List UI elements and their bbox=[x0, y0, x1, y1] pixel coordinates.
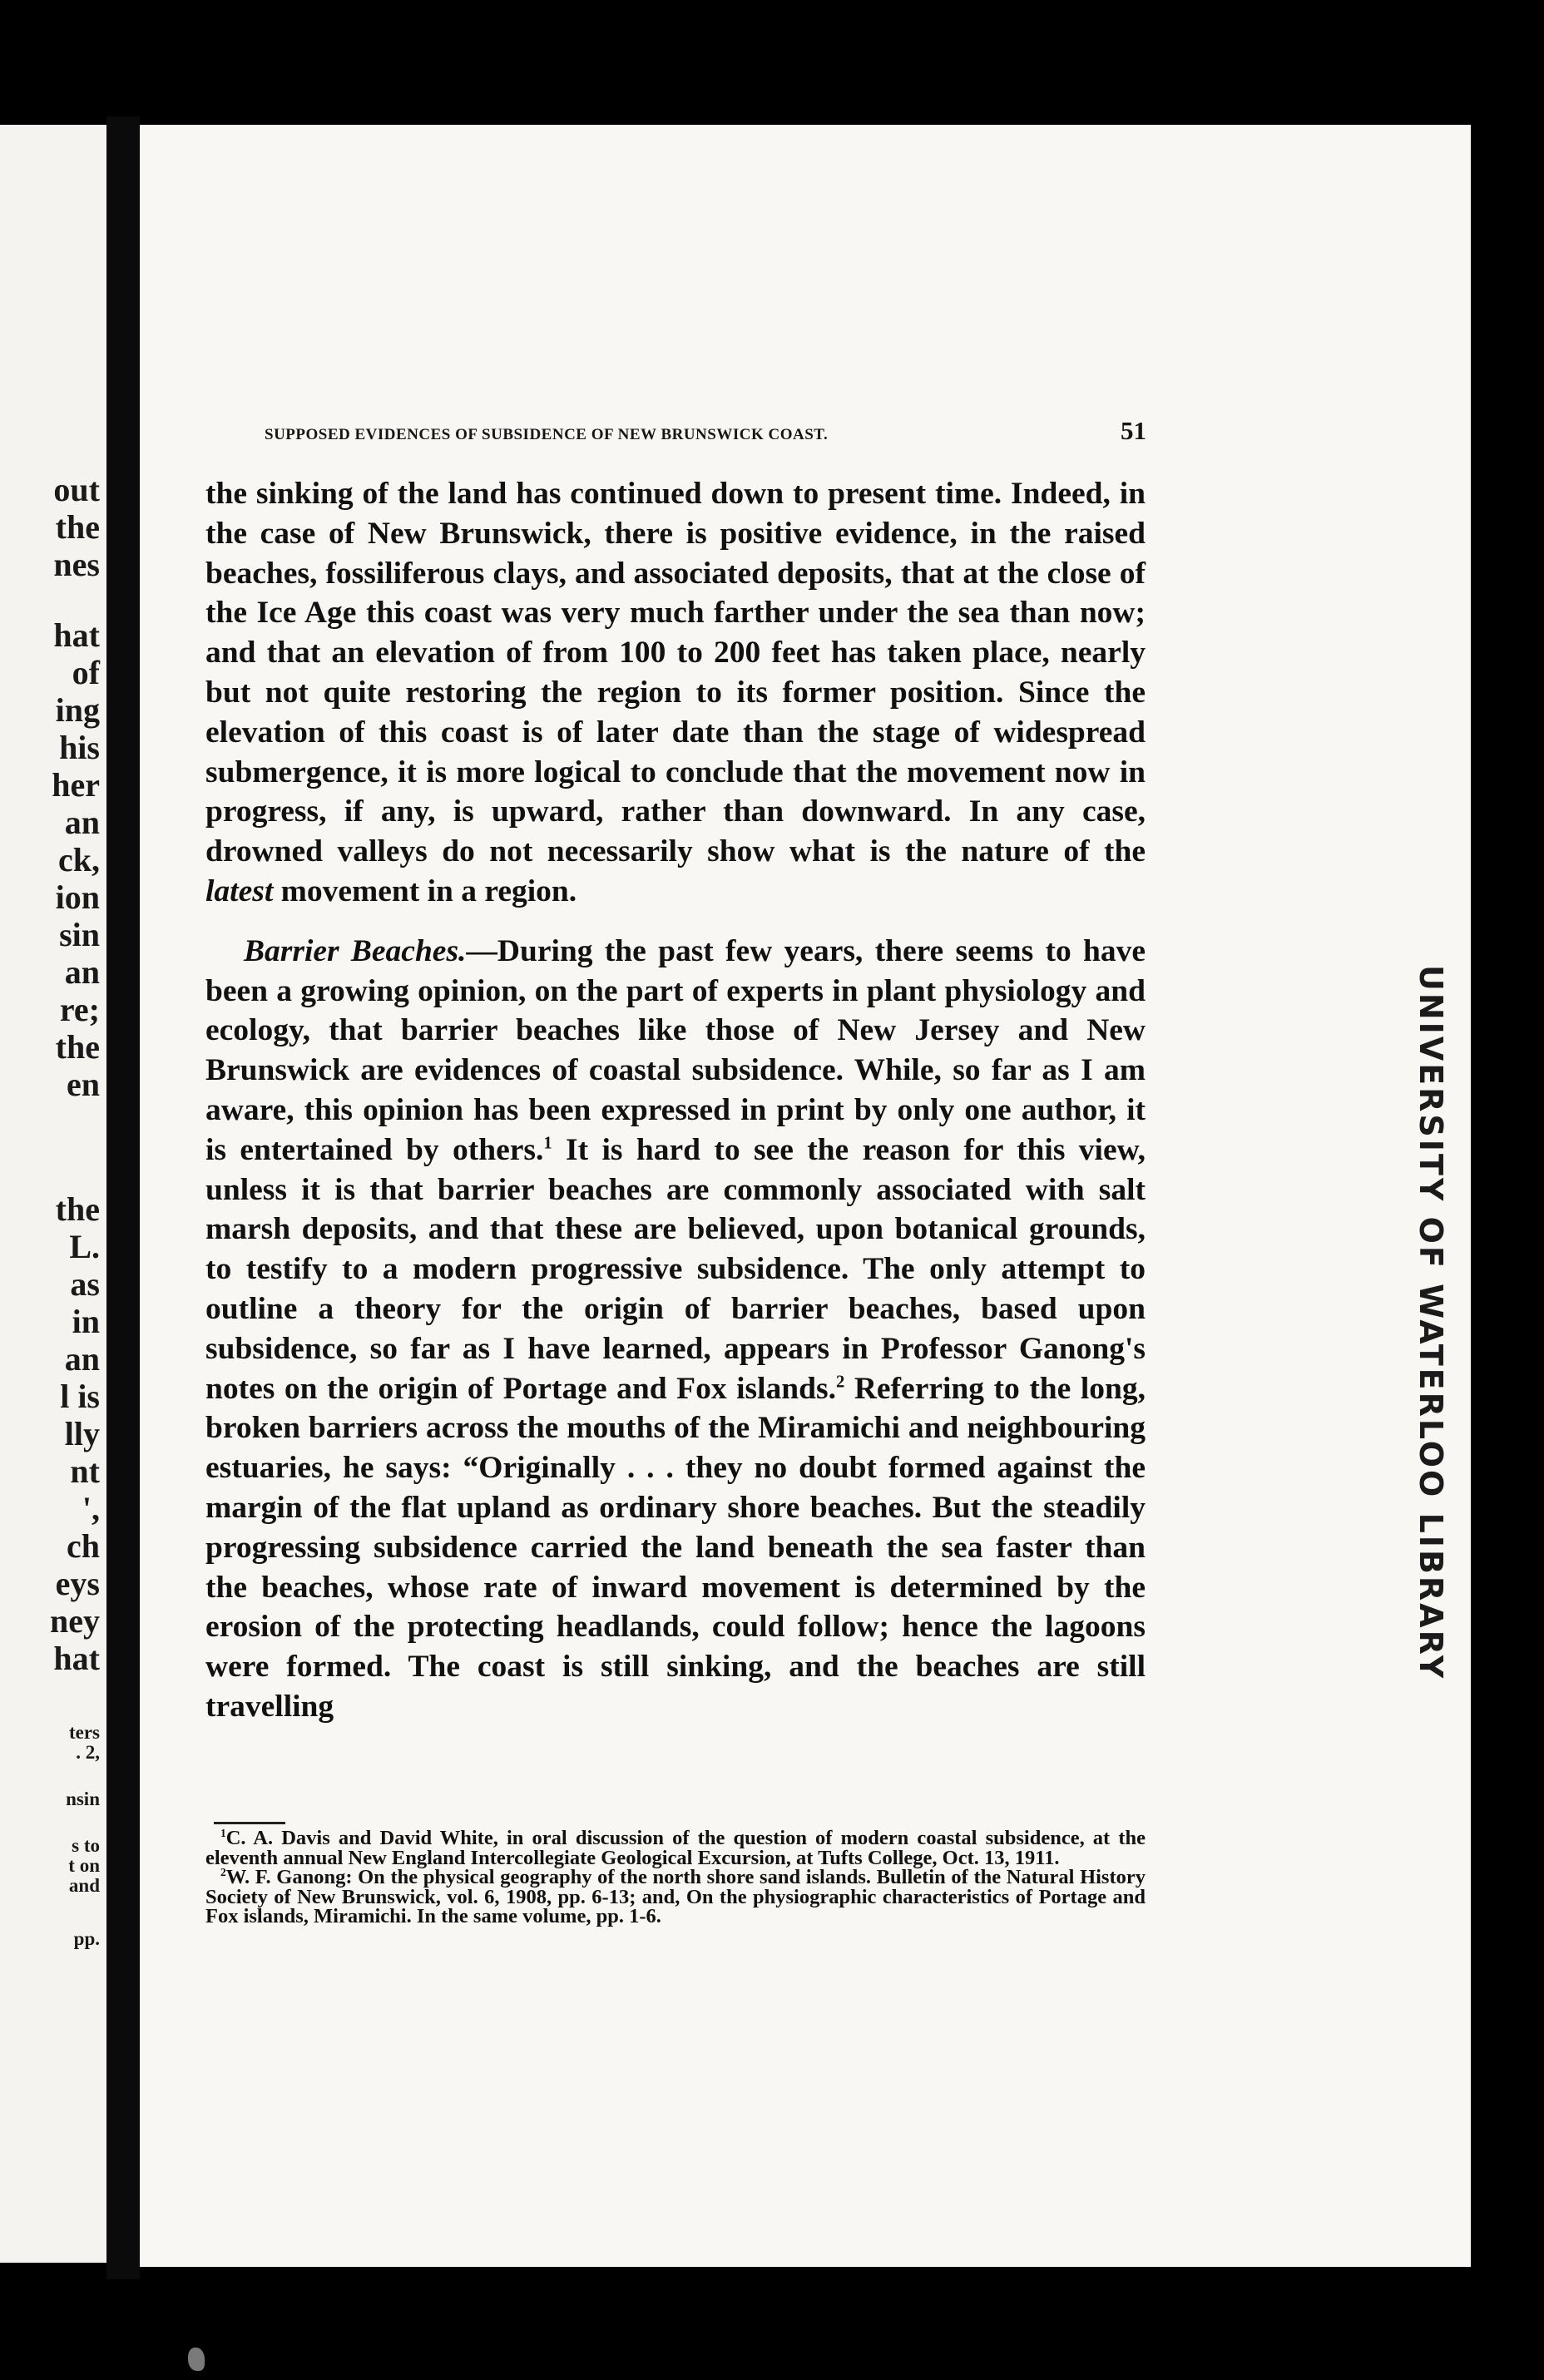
left-page-fragment: eys bbox=[55, 1565, 100, 1602]
book-binding bbox=[106, 116, 140, 2279]
footnotes bbox=[205, 1828, 1146, 1927]
running-head: SUPPOSED EVIDENCES OF SUBSIDENCE OF NEW BRUNSWICK COAST. bbox=[265, 426, 829, 443]
left-page-fragment: nes bbox=[53, 546, 100, 583]
left-page-fragment: of bbox=[72, 654, 100, 691]
left-page-fragment: en bbox=[67, 1066, 100, 1103]
left-page-fragment: nt bbox=[70, 1452, 100, 1490]
footnote-ref-2: 2 bbox=[835, 1373, 845, 1392]
left-page-fragment: pp. bbox=[73, 1928, 100, 1949]
left-page-fragment: ion bbox=[55, 878, 100, 916]
left-page-fragment: hat bbox=[53, 616, 100, 654]
left-page-edge bbox=[0, 125, 106, 2263]
left-page-fragment: an bbox=[64, 953, 100, 991]
footnote-2 bbox=[205, 1865, 1146, 1927]
footnote-marker-2: 2 bbox=[220, 1865, 226, 1878]
left-page-fragment: in bbox=[72, 1303, 100, 1340]
paragraph-2 bbox=[205, 932, 1146, 1727]
paragraph-2-text-a: —During the past few years, there seems to have been a growing opinion, on the part of experts in plant physiology and ecology, that barrier beaches like those of New Jersey and New Brunswick are evidences of coastal subsidence. While, so far as I am aware, this opinion has been expressed in print by only one author, it is entertained by others. bbox=[205, 933, 1146, 1167]
left-page-fragment: nsin bbox=[66, 1789, 100, 1809]
scan-speck bbox=[188, 2348, 205, 2371]
page-number: 51 bbox=[1121, 416, 1146, 445]
left-page-fragment: ing bbox=[55, 691, 100, 729]
left-page-fragment: and bbox=[68, 1875, 100, 1896]
left-page-fragment: s to bbox=[72, 1835, 100, 1856]
left-page-fragment: ters bbox=[68, 1722, 100, 1743]
paragraph-1-text: the sinking of the land has continued down to present time. Indeed, in the case of New Brunswick, there is positive evidence, in the raised beaches, fossiliferous clays, and associated deposits, that at the close of the Ice Age this coast was very much farther under the sea than now; and that an elevation of from 100 to 200 feet has taken place, nearly but not quite restoring the region to its former position. Since the elevation of this coast is of later date than the stage of widespread submergence, it is more logical to conclude that the movement now in progress, if any, is upward, rather than downward. In any case, drowned valleys do not necessarily show what is the nature of the bbox=[205, 477, 1146, 869]
library-stamp-text: UNIVERSITY OF WATERLOO LIBRARY bbox=[1413, 964, 1449, 1681]
left-page-fragment: sin bbox=[59, 916, 100, 953]
left-page-fragment: the bbox=[55, 508, 100, 546]
italic-emphasis: latest bbox=[205, 873, 274, 908]
left-page-fragment: lly bbox=[64, 1415, 100, 1452]
left-page-fragment: out bbox=[53, 471, 100, 508]
footnote-ref-1: 1 bbox=[543, 1134, 552, 1153]
left-page-fragment: ch bbox=[67, 1527, 100, 1565]
left-page-fragment: t on bbox=[68, 1855, 100, 1876]
left-page-fragment: ney bbox=[50, 1602, 100, 1640]
left-page-fragment: the bbox=[55, 1190, 100, 1228]
left-page-fragment: an bbox=[64, 1340, 100, 1378]
left-page-fragment: the bbox=[55, 1028, 100, 1066]
footnote-1 bbox=[205, 1828, 1146, 1868]
left-page-fragment: his bbox=[59, 729, 100, 766]
paragraph-2-text-b: It is hard to see the reason for this view, unless it is that barrier beaches are commonly associated with salt marsh deposits, and that these are believed, upon botanical grounds, to testify to a modern progressive subsidence. The only attempt to outline a theory for the origin of barrier beaches, based upon subsidence, so far as I have learned, appears in Professor Ganong's notes on the origin of Portage and Fox islands. bbox=[205, 1132, 1146, 1406]
footnote-marker-1: 1 bbox=[220, 1826, 226, 1839]
footnote-2-text: W. F. Ganong: On the physical geography of the north shore sand islands. Bulletin of the Natural History Society of New Brunswick, vol. 6, 1908, pp. 6-13; and, On the physiographic characteristics of Portage and Fox islands, Miramichi. In the same volume, pp. 1-6. bbox=[205, 1866, 1146, 1927]
left-page-fragment: l is bbox=[60, 1378, 100, 1415]
left-page-fragment: ', bbox=[82, 1490, 100, 1527]
library-stamp bbox=[1406, 957, 1456, 1689]
page-header bbox=[265, 416, 1146, 446]
left-page-fragment: re; bbox=[59, 991, 100, 1028]
left-page-fragment: her bbox=[52, 766, 100, 804]
paragraph-2-text-c: Referring to the long, broken barriers across the mouths of the Miramichi and neighbouring estuaries, he says: “Originally . . . they no doubt formed against the margin of the flat upland as ordinary shore beaches. But the steadily progressing subsidence carried the land beneath the sea faster than the beaches, whose rate of inward movement is determined by the erosion of the protecting headlands, could follow; hence the lagoons were formed. The coast is still sinking, and the beaches are still travelling bbox=[205, 1371, 1146, 1724]
paragraph-1-end: movement in a region. bbox=[280, 873, 577, 908]
footnote-rule bbox=[214, 1822, 285, 1824]
left-page-fragment: ck, bbox=[58, 841, 100, 878]
left-page-fragment: L. bbox=[69, 1228, 100, 1265]
section-heading: Barrier Beaches. bbox=[244, 933, 467, 968]
body-text bbox=[205, 474, 1146, 1727]
footnote-1-text: C. A. Davis and David White, in oral discussion of the question of modern coastal subsidence, at the eleventh annual New England Intercollegiate Geological Excursion, at Tufts College, Oct. 13, 1911. bbox=[205, 1827, 1146, 1869]
paragraph-1 bbox=[205, 474, 1146, 912]
left-page-fragment: . 2, bbox=[76, 1742, 100, 1763]
left-page-fragment: as bbox=[70, 1265, 100, 1303]
left-page-fragment: an bbox=[64, 804, 100, 841]
left-page-fragment: hat bbox=[53, 1640, 100, 1677]
